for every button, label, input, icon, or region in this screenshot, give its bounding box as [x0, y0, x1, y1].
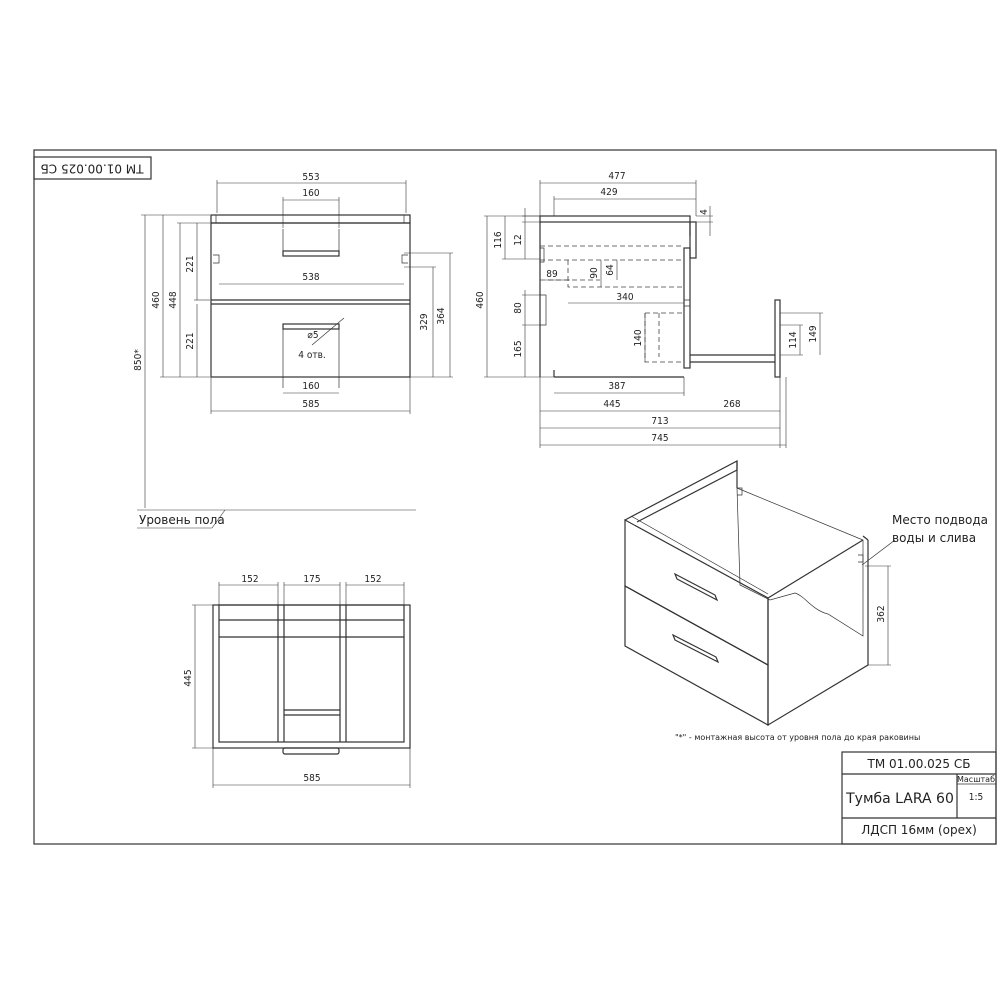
scale-value: 1:5	[968, 792, 984, 803]
dim-89: 89	[546, 269, 558, 280]
isometric-view	[625, 461, 988, 725]
dim-387: 387	[608, 381, 626, 392]
dim-116: 116	[493, 231, 504, 249]
title-code: ТМ 01.00.025 СБ	[867, 757, 971, 771]
top-view-handle	[283, 748, 339, 754]
dim-585: 585	[302, 399, 320, 410]
dim-12: 12	[513, 234, 524, 246]
water-supply-line1: Место подвода	[892, 513, 989, 527]
dim-149: 149	[808, 325, 819, 343]
dim-152-left: 152	[241, 574, 259, 585]
water-supply-line2: воды и слива	[892, 531, 977, 545]
footnote: "*" - монтажная высота от уровня пола до края раковины	[675, 733, 921, 742]
dim-460-front: 460	[151, 291, 162, 309]
dim-340: 340	[616, 292, 634, 303]
dim-80: 80	[513, 302, 524, 314]
dim-745: 745	[651, 433, 669, 444]
dim-553: 553	[302, 172, 320, 183]
dim-160-bottom: 160	[302, 381, 320, 392]
dim-713: 713	[651, 416, 669, 427]
front-view	[133, 172, 453, 508]
side-view	[475, 171, 823, 448]
dim-4: 4	[699, 209, 710, 215]
iso-drawer-top	[625, 520, 768, 665]
holes-note: 4 отв.	[298, 350, 326, 361]
title-name: Тумба LARA 60	[846, 791, 954, 807]
dim-165: 165	[513, 340, 524, 358]
front-handle-bottom	[283, 324, 339, 329]
front-top-slab	[211, 215, 410, 223]
iso-handle-top	[675, 574, 717, 600]
dim-64: 64	[605, 264, 616, 276]
dim-448: 448	[168, 291, 179, 309]
dim-445-side: 445	[603, 399, 621, 410]
dim-538: 538	[302, 272, 320, 283]
dim-221-top: 221	[185, 255, 196, 273]
hole-diameter: ⌀5	[307, 330, 319, 341]
dim-114: 114	[788, 331, 799, 349]
iso-handle-bottom	[673, 635, 718, 662]
dim-140: 140	[633, 329, 644, 347]
floor-level-label: Уровень пола	[139, 513, 225, 527]
dim-152-right: 152	[364, 574, 382, 585]
title-block	[842, 752, 996, 844]
floor-level	[137, 510, 416, 528]
dim-429: 429	[600, 187, 618, 198]
dim-268: 268	[723, 399, 741, 410]
dim-362: 362	[876, 605, 887, 623]
dim-460-side: 460	[475, 291, 486, 309]
dim-364: 364	[436, 307, 447, 325]
dim-477: 477	[608, 171, 626, 182]
iso-drawer-bottom	[625, 586, 768, 725]
top-view	[183, 574, 410, 788]
dim-90: 90	[589, 267, 600, 279]
dim-445-top: 445	[183, 669, 194, 687]
code-text-rotated: ТМ 01.00.025 СБ	[40, 161, 144, 176]
front-handle-top	[283, 251, 339, 256]
dim-160-top: 160	[302, 188, 320, 199]
dim-850: 850*	[133, 349, 144, 371]
dim-585-top: 585	[303, 773, 321, 784]
material: ЛДСП 16мм (орех)	[861, 823, 977, 837]
dim-329: 329	[419, 313, 430, 331]
dim-175: 175	[303, 574, 321, 585]
scale-label: Масштаб	[956, 775, 996, 784]
dim-221-bottom: 221	[185, 332, 196, 350]
